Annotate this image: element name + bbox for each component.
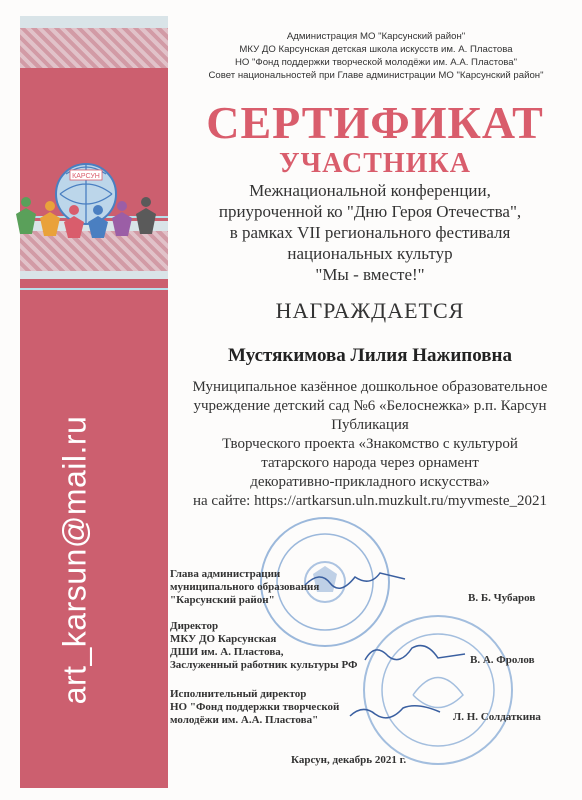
- signatory-title-line: "Карсунский район": [170, 594, 275, 606]
- handwritten-signature: [345, 698, 445, 726]
- contact-email: art_karsun@mail.ru: [56, 415, 93, 705]
- body-text-line: декоративно-прикладного искусства»: [250, 474, 490, 490]
- body-text-line: на сайте: https://artkarsun.uln.muzkult.ru/myvmeste_2021: [193, 493, 547, 509]
- header-line: МКУ ДО Карсунская детская школа искусств им. А. Пластова: [239, 44, 513, 55]
- header-line: Совет национальностей при Главе администрации МО "Карсунский район": [208, 70, 544, 81]
- certificate-subtitle: УЧАСТНИКА: [279, 148, 471, 179]
- handwritten-signature: [360, 638, 470, 668]
- signatory-title-line: молодёжи им. А.А. Пластова": [170, 714, 319, 726]
- header-line: Администрация МО "Карсунский район": [286, 31, 466, 42]
- event-description-line: Межнациональной конференции,: [249, 181, 491, 200]
- lace-edge-top: [20, 68, 168, 78]
- organization-seal-stamp: [358, 610, 518, 770]
- ornament-pattern-top: [20, 28, 168, 68]
- place-and-date: Карсун, декабрь 2021 г.: [291, 754, 407, 766]
- body-text-line: учреждение детский сад №6 «Белоснежка» р.п. Карсун: [193, 398, 547, 414]
- body-text-line: Муниципальное казённое дошкольное образовательное: [192, 379, 548, 395]
- signatory-title-line: НО "Фонд поддержки творческой: [170, 701, 340, 713]
- event-description-line: "Мы - вместе!": [315, 265, 425, 284]
- ornament-line: [20, 288, 168, 290]
- signatory-name: Л. Н. Солдаткина: [453, 711, 541, 723]
- body-text-line: татарского народа через орнамент: [261, 455, 479, 471]
- certificate-title: СЕРТИФИКАТ: [206, 97, 544, 148]
- header-line: НО "Фонд поддержки творческой молодёжи им. А.А. Пластова": [234, 57, 518, 68]
- signatory-name: В. Б. Чубаров: [468, 592, 536, 604]
- signatory-title-line: ДШИ им. А. Пластова,: [170, 646, 284, 658]
- signatory-title-line: Директор: [170, 620, 219, 632]
- emblem-text: КАРСУН: [72, 173, 100, 180]
- festival-emblem-logo: [10, 156, 162, 240]
- awardee-name: Мустякимова Лилия Нажиповна: [228, 345, 512, 366]
- signatory-title: [170, 568, 319, 607]
- decorative-side-band: [20, 16, 168, 788]
- signatory-title-line: Заслуженный работник культуры РФ: [170, 659, 358, 671]
- awarded-label: НАГРАЖДАЕТСЯ: [275, 298, 465, 323]
- event-description-line: приуроченной ко "Дню Героя Отечества",: [218, 202, 522, 221]
- signatory-title: [170, 688, 339, 727]
- body-text-line: Публикация: [331, 417, 409, 433]
- event-description-line: национальных культур: [287, 244, 453, 263]
- signatory-title-line: Исполнительный директор: [170, 688, 307, 700]
- event-description-line: в рамках VII регионального фестиваля: [229, 223, 511, 242]
- signatory-name: В. А. Фролов: [470, 654, 535, 666]
- signatory-title-line: Глава администрации: [170, 568, 281, 580]
- signatory-title: [170, 620, 357, 672]
- signatory-title-line: муниципального образования: [170, 581, 320, 593]
- signatory-title-line: МКУ ДО Карсунская: [170, 633, 277, 645]
- body-text-line: Творческого проекта «Знакомство с культурой: [222, 436, 518, 452]
